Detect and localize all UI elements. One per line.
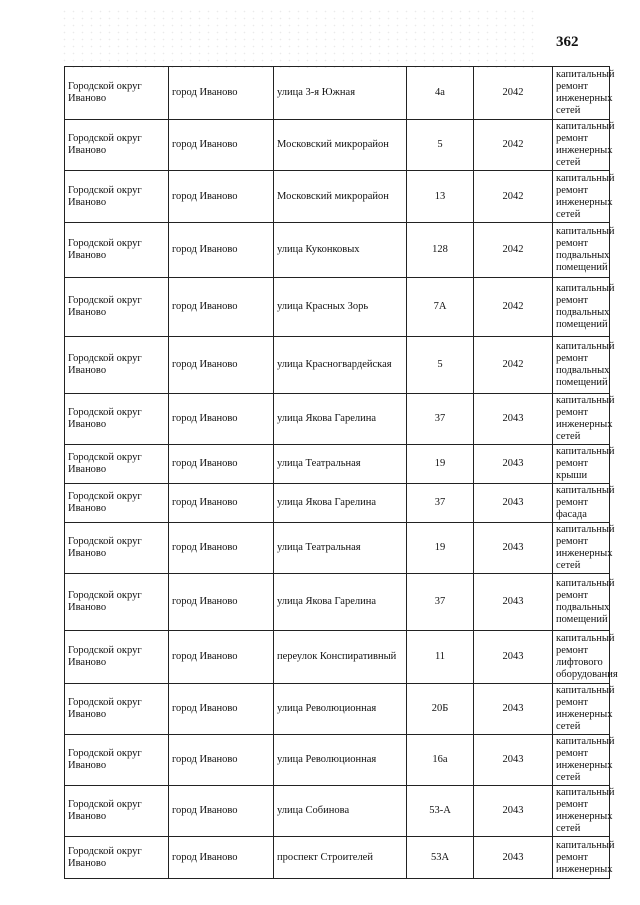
cell-okrug: Городской округ Иваново <box>65 171 169 223</box>
cell-street: улица Красных Зорь <box>274 278 407 337</box>
cell-work: капитальный ремонт крыши <box>553 445 610 484</box>
cell-street: Московский микрорайон <box>274 120 407 171</box>
cell-okrug: Городской округ Иваново <box>65 223 169 278</box>
cell-work: капитальный ремонт лифтового оборудования <box>553 631 610 684</box>
cell-year: 2043 <box>474 631 553 684</box>
cell-house: 20Б <box>407 684 474 735</box>
cell-street: улица 3-я Южная <box>274 67 407 120</box>
cell-house: 7А <box>407 278 474 337</box>
registry-table <box>64 66 618 879</box>
cell-street: проспект Строителей <box>274 837 407 879</box>
cell-okrug: Городской округ Иваново <box>65 735 169 786</box>
cell-city: город Иваново <box>169 786 274 837</box>
cell-city: город Иваново <box>169 837 274 879</box>
cell-street: улица Революционная <box>274 735 407 786</box>
cell-house: 13 <box>407 171 474 223</box>
cell-city: город Иваново <box>169 574 274 631</box>
cell-street: улица Театральная <box>274 445 407 484</box>
scan-artifact <box>60 8 540 68</box>
cell-city: город Иваново <box>169 394 274 445</box>
cell-year: 2043 <box>474 445 553 484</box>
cell-year: 2043 <box>474 837 553 879</box>
cell-okrug: Городской округ Иваново <box>65 278 169 337</box>
table-row <box>65 735 610 786</box>
cell-okrug: Городской округ Иваново <box>65 837 169 879</box>
table-row <box>65 445 610 484</box>
cell-year: 2043 <box>474 786 553 837</box>
cell-okrug: Городской округ Иваново <box>65 684 169 735</box>
cell-work: капитальный ремонт инженерных сетей <box>553 735 610 786</box>
cell-work: капитальный ремонт подвальных помещений <box>553 278 610 337</box>
cell-work: капитальный ремонт инженерных сетей <box>553 67 610 120</box>
cell-house: 19 <box>407 523 474 574</box>
cell-house: 16а <box>407 735 474 786</box>
cell-okrug: Городской округ Иваново <box>65 120 169 171</box>
cell-year: 2043 <box>474 394 553 445</box>
cell-okrug: Городской округ Иваново <box>65 631 169 684</box>
table-row <box>65 394 610 445</box>
table-row <box>65 837 610 879</box>
cell-house: 5 <box>407 337 474 394</box>
cell-house: 53-А <box>407 786 474 837</box>
cell-city: город Иваново <box>169 67 274 120</box>
cell-city: город Иваново <box>169 631 274 684</box>
cell-house: 19 <box>407 445 474 484</box>
page-number: 362 <box>556 34 579 50</box>
cell-work: капитальный ремонт инженерных сетей <box>553 523 610 574</box>
table-row <box>65 337 610 394</box>
cell-street: улица Красногвардейская <box>274 337 407 394</box>
cell-house: 37 <box>407 394 474 445</box>
table-row <box>65 684 610 735</box>
cell-street: улица Театральная <box>274 523 407 574</box>
cell-year: 2042 <box>474 120 553 171</box>
cell-year: 2043 <box>474 735 553 786</box>
cell-work: капитальный ремонт подвальных помещений <box>553 223 610 278</box>
table-row <box>65 786 610 837</box>
cell-year: 2042 <box>474 67 553 120</box>
cell-year: 2042 <box>474 171 553 223</box>
cell-okrug: Городской округ Иваново <box>65 523 169 574</box>
cell-house: 4а <box>407 67 474 120</box>
cell-city: город Иваново <box>169 484 274 523</box>
cell-work: капитальный ремонт инженерных сетей <box>553 120 610 171</box>
cell-street: улица Куконковых <box>274 223 407 278</box>
cell-city: город Иваново <box>169 223 274 278</box>
cell-street: Московский микрорайон <box>274 171 407 223</box>
cell-house: 53А <box>407 837 474 879</box>
table-row <box>65 523 610 574</box>
cell-city: город Иваново <box>169 735 274 786</box>
table-row <box>65 67 610 120</box>
cell-work: капитальный ремонт подвальных помещений <box>553 574 610 631</box>
table-row <box>65 631 610 684</box>
cell-house: 5 <box>407 120 474 171</box>
cell-city: город Иваново <box>169 523 274 574</box>
cell-work: капитальный ремонт инженерных сетей <box>553 684 610 735</box>
cell-year: 2043 <box>474 574 553 631</box>
cell-year: 2042 <box>474 337 553 394</box>
cell-okrug: Городской округ Иваново <box>65 67 169 120</box>
cell-house: 37 <box>407 574 474 631</box>
cell-work: капитальный ремонт инженерных сетей <box>553 786 610 837</box>
table-row <box>65 120 610 171</box>
table-row <box>65 171 610 223</box>
cell-work: капитальный ремонт инженерных сетей <box>553 171 610 223</box>
cell-work: капитальный ремонт подвальных помещений <box>553 337 610 394</box>
cell-street: переулок Конспиративный <box>274 631 407 684</box>
cell-city: город Иваново <box>169 171 274 223</box>
cell-city: город Иваново <box>169 337 274 394</box>
cell-okrug: Городской округ Иваново <box>65 337 169 394</box>
cell-street: улица Революционная <box>274 684 407 735</box>
table-row <box>65 484 610 523</box>
cell-okrug: Городской округ Иваново <box>65 445 169 484</box>
cell-house: 37 <box>407 484 474 523</box>
cell-year: 2043 <box>474 523 553 574</box>
cell-city: город Иваново <box>169 445 274 484</box>
cell-street: улица Якова Гарелина <box>274 394 407 445</box>
cell-work: капитальный ремонт инженерных сетей <box>553 394 610 445</box>
cell-year: 2043 <box>474 684 553 735</box>
cell-city: город Иваново <box>169 278 274 337</box>
cell-city: город Иваново <box>169 684 274 735</box>
cell-city: город Иваново <box>169 120 274 171</box>
cell-year: 2043 <box>474 484 553 523</box>
cell-street: улица Якова Гарелина <box>274 484 407 523</box>
cell-okrug: Городской округ Иваново <box>65 786 169 837</box>
registry-table-body <box>65 67 618 879</box>
cell-house: 128 <box>407 223 474 278</box>
cell-work: капитальный ремонт инженерных <box>553 837 610 879</box>
cell-okrug: Городской округ Иваново <box>65 394 169 445</box>
cell-year: 2042 <box>474 278 553 337</box>
cell-house: 11 <box>407 631 474 684</box>
cell-year: 2042 <box>474 223 553 278</box>
table-row <box>65 223 610 278</box>
cell-street: улица Якова Гарелина <box>274 574 407 631</box>
cell-okrug: Городской округ Иваново <box>65 574 169 631</box>
cell-street: улица Собинова <box>274 786 407 837</box>
cell-work: капитальный ремонт фасада <box>553 484 610 523</box>
table-row <box>65 278 610 337</box>
cell-okrug: Городской округ Иваново <box>65 484 169 523</box>
table-row <box>65 574 610 631</box>
